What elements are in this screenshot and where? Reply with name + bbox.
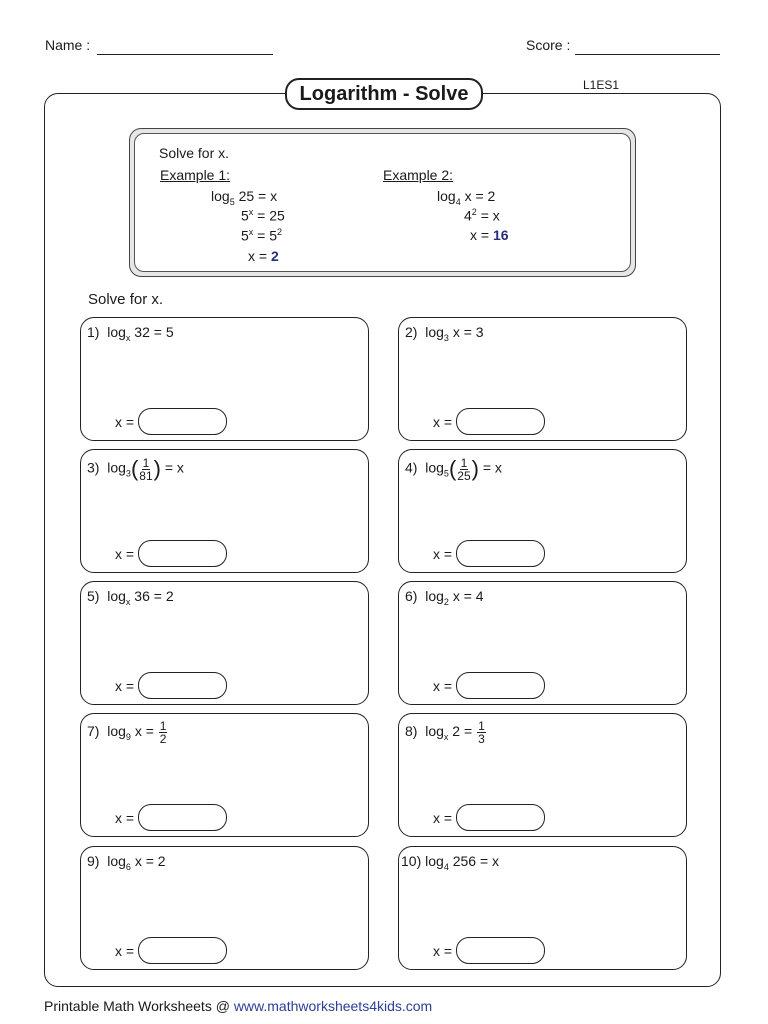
answer-input[interactable]: [138, 937, 227, 964]
example1-line2: $5^x = 25$: [241, 207, 285, 224]
name-field[interactable]: [97, 54, 273, 55]
problem-text: 1) $\log_x 32 = 5$: [87, 324, 174, 343]
problem-box: [398, 449, 687, 573]
answer-input[interactable]: [138, 672, 227, 699]
problem-text: 4) $\log_5$( $\frac{1}{25}$ ) = x: [405, 455, 502, 483]
answer-input[interactable]: [456, 408, 545, 435]
example-panel: [129, 128, 636, 277]
example1-line1: $\log_5 25 = x$: [211, 188, 278, 207]
fraction: $\frac{1}{25}$: [457, 455, 471, 483]
answer-label: x =: [115, 943, 135, 959]
example-instruction: Solve for x.: [159, 145, 230, 161]
footer: [44, 998, 432, 1014]
problem-text: 5) $\log_x 36 = 2$: [87, 588, 174, 607]
answer-label: x =: [433, 943, 453, 959]
answer-label: x =: [433, 678, 453, 694]
footer-link[interactable]: www.mathworksheets4kids.com: [233, 998, 433, 1014]
example1-answer: x = 2: [248, 248, 279, 264]
problem-text: 10) $\log_4 256 = x$: [401, 853, 500, 872]
example2-label: Example 2:: [383, 167, 454, 183]
problem-box: [80, 581, 369, 705]
fraction: $\frac{1}{81}$: [139, 455, 153, 483]
problem-box: [398, 846, 687, 970]
example2-line1: $\log_4 x = 2$: [437, 188, 496, 207]
problem-box: [398, 581, 687, 705]
name-label: Name :: [45, 37, 91, 53]
answer-label: x =: [433, 546, 453, 562]
problem-box: [80, 846, 369, 970]
answer-label: x =: [433, 810, 453, 826]
example1-label: Example 1:: [160, 167, 231, 183]
worksheet-code: L1ES1: [583, 78, 620, 92]
answer-label: x =: [115, 546, 135, 562]
problem-text: 9) $\log_6 x = 2$: [87, 853, 166, 872]
problem-box: [80, 449, 369, 573]
page-title: Logarithm - Solve: [285, 78, 483, 110]
problem-text: 6) $\log_2 x = 4$: [405, 588, 484, 607]
example1-line3: $5^x = 5^2$: [241, 227, 283, 244]
answer-label: x =: [115, 414, 135, 430]
answer-input[interactable]: [456, 672, 545, 699]
score-label: Score :: [526, 37, 571, 53]
problem-text: 3) $\log_3$( $\frac{1}{81}$ ) = x: [87, 455, 184, 483]
problem-box: [80, 713, 369, 837]
footer-text: Printable Math Worksheets @: [44, 998, 234, 1014]
fraction: $\frac{1}{3}$: [478, 719, 485, 746]
problem-box: [80, 317, 369, 441]
answer-input[interactable]: [456, 540, 545, 567]
score-field[interactable]: [575, 54, 720, 55]
answer-input[interactable]: [138, 408, 227, 435]
problem-box: [398, 713, 687, 837]
answer-label: x =: [115, 678, 135, 694]
problem-text: 7) $\log_9 x$ = $\frac{1}{2}$: [87, 719, 167, 746]
answer-label: x =: [115, 810, 135, 826]
answer-input[interactable]: [138, 804, 227, 831]
example2-answer: x = 16: [470, 227, 509, 243]
problem-text: 2) $\log_3 x = 3$: [405, 324, 484, 343]
fraction: $\frac{1}{2}$: [159, 719, 167, 746]
answer-label: x =: [433, 414, 453, 430]
example2-line2: $4^2 = x$: [464, 207, 500, 224]
answer-input[interactable]: [456, 804, 545, 831]
section-instruction: Solve for x.: [88, 291, 164, 308]
answer-input[interactable]: [456, 937, 545, 964]
problem-box: [398, 317, 687, 441]
answer-input[interactable]: [138, 540, 227, 567]
problem-text: 8) $\log_x 2$ = $\frac{1}{3}$: [405, 719, 485, 746]
